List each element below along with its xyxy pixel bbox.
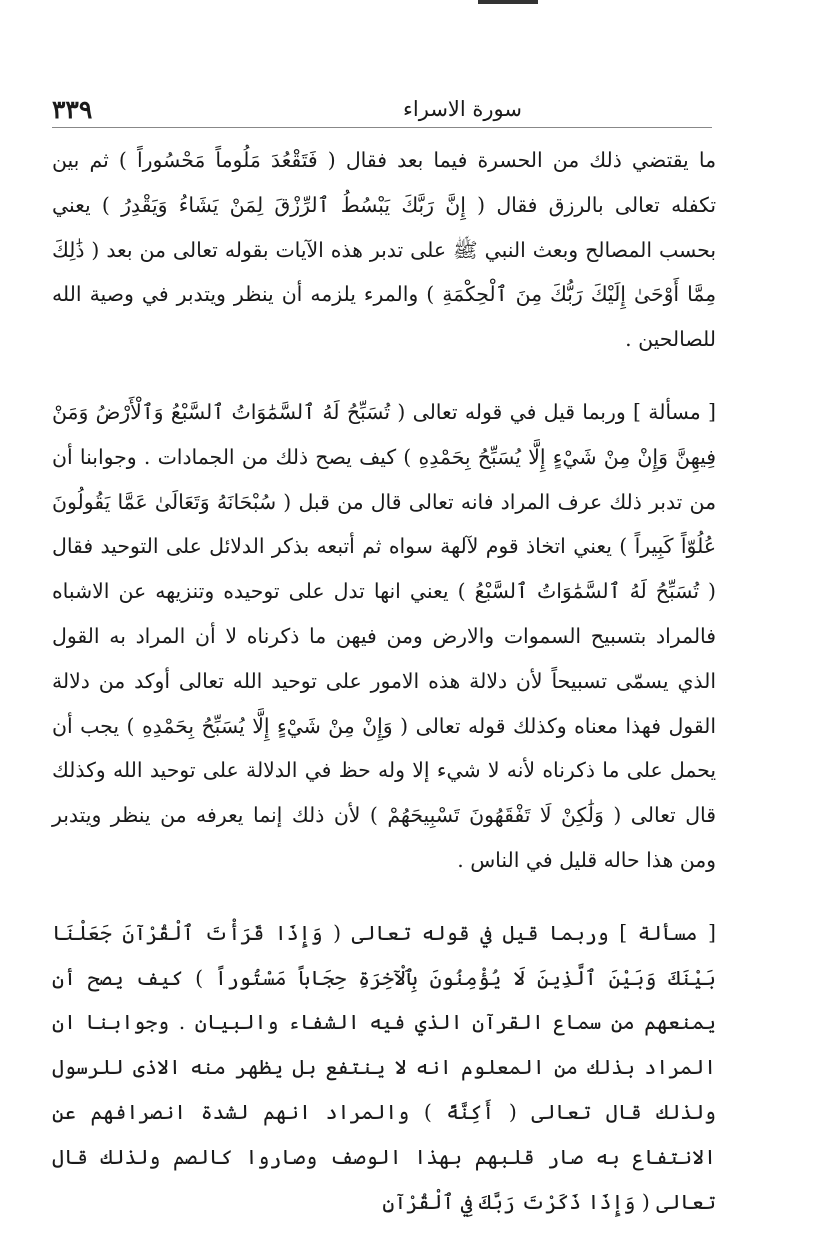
text-line: [ مسألة ] وربما قيل في قوله تعالى ( تُسَبِّحُ لَهُ ٱلسَّمَٰوَاتُ ٱلسَّبْعُ <box>170 399 716 424</box>
text-line: ذلك من الجمادات . وجوابنا أن من تدبر ذلك عرف المراد فانه تعالى قال من <box>52 444 717 514</box>
running-title: سورة الاسراء <box>403 97 522 121</box>
text-line: بَيْنَكَ وَبَيْنَ ٱلَّذِينَ لَا يُؤْمِنُونَ بِٱلْآخِرَةِ حِجَاباً مَسْتُوراً ) كيف <box>135 965 716 990</box>
text-line: وكذلك قال تعالى ( وَلَٰكِنْ لَا تَفْقَهُونَ تَسْبِيحَهُمْ ) لأن ذلك إنما <box>52 758 716 828</box>
paragraph <box>52 911 716 1225</box>
text-line: يصح أن يمنعهم من سماع القرآن الذي فيه الشفاء والبيان . وجوابنا ان المراد <box>52 965 717 1080</box>
text-line: وصاروا كالصم ولذلك قال تعالى ( وَإِذَا ذَكَرْتَ رَبَّكَ فِي ٱلْقُرْآنِ <box>52 1144 716 1214</box>
header-rule <box>52 127 712 128</box>
text-line: فهذا معناه وكذلك قوله تعالى ( وَإِنْ مِنْ شَيْءٍ إِلَّا يُسَبِّحُ بِحَمْدِهِ ) <box>126 713 661 738</box>
text-line: يلزمه أن ينظر ويتدبر في وصية الله للصالحين . <box>52 282 716 352</box>
text-line: وَٱلْأَرْضُ وَمَنْ فِيهِنَّ وَإِنْ مِنْ شَيْءٍ إِلَّا يُسَبِّحُ بِحَمْدِهِ ) كيف يصح <box>52 399 717 469</box>
text-line: بين تكفله تعالى بالرزق فقال ( إِنَّ رَبَّكَ يَبْسُطُ ٱلرِّزْقَ لِمَنْ يَشَاءُ <box>52 148 717 217</box>
paragraph <box>52 390 716 883</box>
paragraph <box>52 138 716 362</box>
page-header <box>52 92 712 126</box>
text-line: ( أَكِنَّةً ) والمراد انهم لشدة انصرافهم عن الانتفاع به صار قلبهم بهذا الوصف <box>52 1099 716 1169</box>
text-line: يعرفه من ينظر ويتدبر ومن هذا حاله قليل في الناس . <box>52 803 716 872</box>
text-line: يجب أن يحمل على ما ذكرناه لأنه لا شيء إلا وله حظ في الدلالة على توحيد الله <box>52 713 716 783</box>
text-line: [ مسألة ] وربما قيل في قوله تعالى ( وَإِذَا قَرَأْتَ ٱلْقُرْآنَ جَعَلْنَا <box>52 920 716 945</box>
text-line: ما يقتضي ذلك من الحسرة فيما بعد فقال ( فَتَقْعُدَ مَلُوماً مَحْسُوراً ) ثم <box>89 148 716 172</box>
text-line: قبل ( سُبْحَانَهُ وَتَعَالَىٰ عَمَّا يَقُولُونَ عُلُوّاً كَبِيراً ) يعني اتخاذ <box>52 489 716 559</box>
text-line: قوم لآلهة سواه ثم أتبعه بذكر الدلائل على التوحيد فقال ( تُسَبِّحُ لَهُ <box>52 534 717 604</box>
text-line: ٱلسَّمَٰوَاتُ ٱلسَّبْعُ ) يعني انها تدل على توحيده وتنزيهه عن الاشباه فالمراد <box>52 579 716 648</box>
text-line: وَيَقْدِرُ ) يعني بحسب المصالح وبعث النبي ﷺ على تدبر هذه الآيات بقوله <box>52 192 717 262</box>
text-line: تعالى من بعد ( ذَٰلِكَ مِمَّا أَوْحَىٰ إِلَيْكَ رَبُّكَ مِنَ ٱلْحِكْمَةِ ) والمرء <box>52 237 717 307</box>
text-line: يسمّى تسبيحاً لأن دلالة هذه الامور على توحيد الله تعالى أوكد من دلالة القول <box>52 668 717 738</box>
text-line: بذلك من المعلوم انه لا ينتفع بل يظهر منه الاذى للرسول ولذلك قال تعالى <box>52 1055 716 1124</box>
text-line: بتسبيح السموات والارض ومن فيهن ما ذكرناه لا أن المراد به القول الذي <box>52 623 716 693</box>
page-number: ٣٣٩ <box>52 94 93 124</box>
top-edge-mark <box>478 0 538 4</box>
page-body <box>52 138 716 1224</box>
